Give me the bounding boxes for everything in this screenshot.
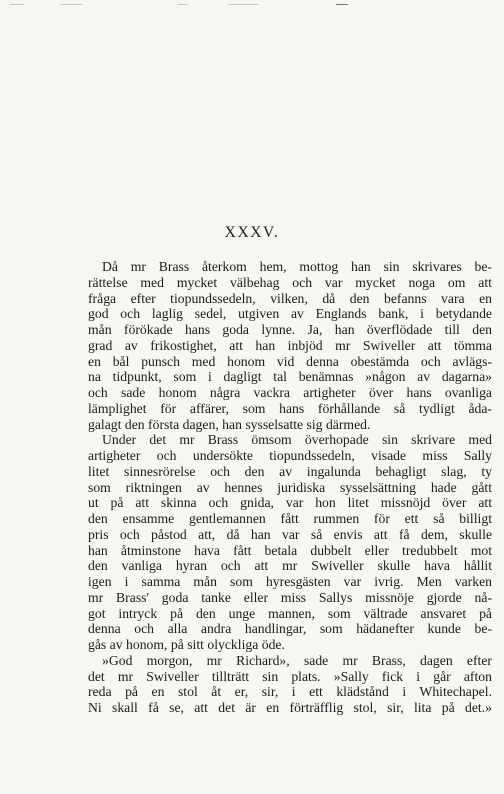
text-line: den ensamme gentlemannen fått rummen för ett så billigt [88,511,492,526]
text-line: »God morgon, mr Richard», sade mr Brass, dagen efter [102,652,492,668]
text-line: mån förökade hans goda lynne. Ja, han överflödade till den [88,322,492,337]
text-line: na tidpunkt, som i dagligt tal benämnas »någon av dagarna» [88,369,492,385]
text-line: som riktningen av hennes juridiska sysselsättning hade gått [88,479,492,495]
text-line: Då mr Brass återkom hem, mottog han sin skrivares be- [102,259,492,274]
text-line: och sade honom några vackra artigheter över hans ovanliga [88,385,492,400]
text-line: denna och alla andra handlingar, som hädanefter kunde be- [88,621,492,637]
text-line: Ni skall få se, att det är en förträfflig stol, sir, lita på det.» [88,700,492,715]
body-text [88,259,492,716]
text-line: fråga efter tiopundssedeln, vilken, då den befanns vara en [88,290,492,306]
text-line: grad av frikostighet, att han inbjöd mr Swiveller att tömma [88,337,492,353]
text-line: gås av honom, på sitt olyckliga öde. [88,637,285,652]
text-line: Under det mr Brass ömsom överhopade sin skrivare med [102,432,492,448]
text-line: got intryck på den unge mannen, som vältrade ansvaret på [88,605,492,621]
text-line: en bål punsch med honom vid denna obestämda och avlägs- [88,353,492,369]
text-line: ut på att skinna och gnida, var hon litet missnöjd över att [88,495,492,511]
text-line: pris och påstod att, då han var så envis att få dem, skulle [88,526,492,542]
chapter-heading: XXXV. [224,224,280,241]
text-line: god och laglig sedel, utgiven av Englands bank, i betydande [88,306,492,322]
text-line: reda på en stol åt er, sir, i ett klädstånd i Whitechapel. [88,684,492,700]
text-line: den vanliga hyran och att mr Swiveller skulle hava hållit [88,558,492,574]
text-line: rättelse med mycket välbehag och var mycket noga om att [88,274,492,290]
text-line: mr Brass' goda tanke eller miss Sallys missnöje gjorde nå- [88,589,492,605]
text-line: igen i samma mån som hyresgästen var ivrig. Men varken [88,574,492,589]
text-line: galagt den första dagen, han sysselsatte sig därmed. [88,416,371,432]
text-line: artigheter och undersökte tiopundssedeln, visade miss Sally [88,448,492,463]
scan-edge-marks [0,0,504,12]
text-line: litet sinnesrörelse och den av ingalunda behagligt slag, ty [88,463,492,479]
text-line: lämplighet för affärer, som hans förhållande så tydligt åda- [88,400,492,416]
text-line: han åtminstone hava fått betala dubbelt eller tredubbelt mot [88,542,492,558]
text-line: det mr Swiveller tillträtt sin plats. »Sally fick i går afton [88,668,492,684]
